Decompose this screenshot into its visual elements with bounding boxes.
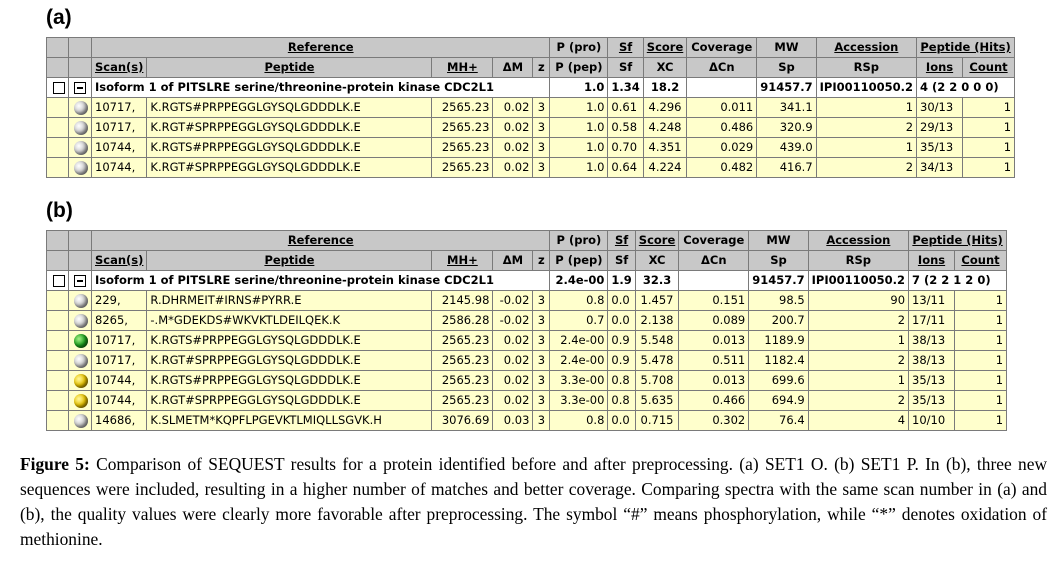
col-reference-text[interactable]: Reference [287,40,354,54]
gray-ball-icon [74,414,88,428]
row-mh: 2565.23 [432,98,493,118]
col-peptide-hits-text[interactable]: Peptide (Hits) [920,40,1011,54]
col-mw: MW [757,38,816,58]
col-xc: XC [643,58,686,78]
col-count[interactable] [963,58,1015,78]
row-scan: 14686, [92,411,147,431]
row-p: 2.4e-00 [550,331,608,351]
row-rsp: 1 [816,98,916,118]
row-rsp: 90 [808,291,908,311]
protein-row [47,271,1007,291]
col-scans-text[interactable]: Scan(s) [95,253,144,267]
row-peptide[interactable]: K.RGT#SPRPPEGGLGYSQLGDDDLK.E [147,391,432,411]
row-dm: 0.02 [493,138,533,158]
col-coverage: Coverage [679,231,749,251]
row-ions: 35/13 [909,391,955,411]
col-mh[interactable] [432,251,493,271]
col-coverage: Coverage [687,38,757,58]
gray-ball-icon [74,141,88,155]
row-sp: 416.7 [757,158,816,178]
sequest-results-table [46,230,1007,431]
col-accession-text[interactable]: Accession [826,233,891,247]
row-rsp: 2 [816,158,916,178]
col-ions[interactable] [909,251,955,271]
row-count: 1 [955,331,1007,351]
row-peptide[interactable]: R.DHRMEIT#IRNS#PYRR.E [147,291,432,311]
row-sf: 0.0 [608,411,635,431]
row-peptide[interactable]: K.RGTS#PRPPEGGLGYSQLGDDDLK.E [147,138,432,158]
row-peptide[interactable]: K.RGTS#PRPPEGGLGYSQLGDDDLK.E [147,331,432,351]
row-count: 1 [955,351,1007,371]
row-status-cell [69,291,92,311]
peptide-row [47,138,1015,158]
col-rsp: RSp [816,58,916,78]
caption-text: Comparison of SEQUEST results for a protein identified before and after preprocessing. (a) SET1 O. (b) SET1 P. In (b), three new sequences were included, resulting in a higher number of matches and better coverage. Comparing spectra with the same scan number in (a) and (b), the quality values were clearly more favorable after preprocessing. The symbol “#” means phosphorylation, while “*” denotes oxidation of methionine. [20,454,1048,549]
col-p-pro: P (pro) [550,38,608,58]
row-rsp: 1 [816,138,916,158]
row-z: 3 [533,391,550,411]
col-mh[interactable] [432,58,493,78]
row-status-cell [69,98,92,118]
row-z: 3 [533,98,550,118]
col-scans[interactable] [92,58,147,78]
collapse-icon[interactable] [74,82,86,94]
row-status-cell [69,158,92,178]
col-z: z [533,251,550,271]
col-p-pep: P (pep) [550,251,608,271]
row-sp: 320.9 [757,118,816,138]
protein-accession: IPI00110050.2 [808,271,908,291]
col-score-text[interactable]: Score [638,233,676,247]
row-mh: 3076.69 [432,411,493,431]
col-z: z [533,58,550,78]
row-blank [47,371,69,391]
protein-row [47,78,1015,98]
row-count: 1 [955,391,1007,411]
col-sf[interactable] [608,231,635,251]
col-count[interactable] [955,251,1007,271]
row-ions: 38/13 [909,351,955,371]
row-mh: 2565.23 [432,331,493,351]
row-dm: 0.03 [493,411,533,431]
row-scan: 10717, [92,331,147,351]
row-rsp: 4 [808,411,908,431]
row-z: 3 [533,138,550,158]
row-mh: 2565.23 [432,158,493,178]
row-p: 2.4e-00 [550,351,608,371]
row-blank [47,351,69,371]
col-scans[interactable] [92,251,147,271]
row-rsp: 1 [808,371,908,391]
gray-ball-icon [74,314,88,328]
row-dcn: 0.486 [687,118,757,138]
row-z: 3 [533,351,550,371]
row-sp: 699.6 [749,371,808,391]
row-status-cell [69,411,92,431]
col-peptide-text[interactable]: Peptide [264,253,315,267]
col-mh-text[interactable]: MH+ [447,253,478,267]
protein-p: 1.0 [550,78,608,98]
col-accession-text[interactable]: Accession [834,40,899,54]
row-ions: 13/11 [909,291,955,311]
gray-ball-icon [74,354,88,368]
row-xc: 5.478 [635,351,678,371]
row-count: 1 [955,411,1007,431]
row-dcn: 0.302 [679,411,749,431]
col-count-text[interactable]: Count [961,253,1000,267]
protein-score: 18.2 [643,78,686,98]
peptide-row [47,411,1007,431]
yellow-ball-icon [74,394,88,408]
row-blank [47,158,69,178]
protein-name: Isoform 1 of PITSLRE serine/threonine-protein kinase CDC2L1 [92,271,550,291]
row-xc: 4.248 [643,118,686,138]
col-dcn: ΔCn [687,58,757,78]
row-count: 1 [955,371,1007,391]
row-scan: 10744, [92,391,147,411]
col-score[interactable] [643,38,686,58]
row-scan: 229, [92,291,147,311]
row-p: 0.7 [550,311,608,331]
peptide-row [47,371,1007,391]
peptide-row [47,331,1007,351]
row-status-cell [69,351,92,371]
row-mh: 2565.23 [432,351,493,371]
row-count: 1 [963,98,1015,118]
col-sf2: Sf [608,251,635,271]
col-peptide-text[interactable]: Peptide [264,60,315,74]
row-ions: 35/13 [909,371,955,391]
col-sp: Sp [749,251,808,271]
col-reference[interactable] [92,38,550,58]
row-peptide[interactable]: K.RGT#SPRPPEGGLGYSQLGDDDLK.E [147,158,432,178]
protein-sf: 1.9 [608,271,635,291]
green-ball-icon [74,334,88,348]
row-peptide[interactable]: K.RGT#SPRPPEGGLGYSQLGDDDLK.E [147,351,432,371]
row-p: 0.8 [550,411,608,431]
row-xc: 1.457 [635,291,678,311]
row-rsp: 2 [816,118,916,138]
row-scan: 10717, [92,351,147,371]
row-p: 0.8 [550,291,608,311]
row-xc: 4.296 [643,98,686,118]
row-ions: 17/11 [909,311,955,331]
row-p: 3.3e-00 [550,371,608,391]
row-z: 3 [533,331,550,351]
gray-ball-icon [74,294,88,308]
row-ions: 10/10 [909,411,955,431]
row-scan: 10717, [92,98,147,118]
row-dm: 0.02 [493,118,533,138]
row-dcn: 0.029 [687,138,757,158]
col-sf-text[interactable]: Sf [618,40,633,54]
row-status-cell [69,311,92,331]
row-scan: 8265, [92,311,147,331]
row-p: 1.0 [550,138,608,158]
protein-checkbox-cell[interactable] [47,78,69,98]
protein-p: 2.4e-00 [550,271,608,291]
row-mh: 2565.23 [432,391,493,411]
col-p-pep: P (pep) [550,58,608,78]
row-dm: 0.02 [493,331,533,351]
col-peptide-hits-text[interactable]: Peptide (Hits) [912,233,1003,247]
row-xc: 2.138 [635,311,678,331]
row-ions: 35/13 [917,138,963,158]
peptide-row [47,98,1015,118]
row-dm: 0.02 [493,351,533,371]
protein-hits: 7 (2 2 1 2 0) [909,271,1007,291]
row-peptide[interactable]: K.RGT#SPRPPEGGLGYSQLGDDDLK.E [147,118,432,138]
figure-label: Figure 5: [20,454,90,474]
col-sf-text[interactable]: Sf [614,233,629,247]
header-blank [69,38,92,58]
row-scan: 10744, [92,158,147,178]
row-rsp: 1 [808,331,908,351]
col-mh-text[interactable]: MH+ [447,60,478,74]
row-count: 1 [955,311,1007,331]
row-dcn: 0.013 [679,331,749,351]
row-blank [47,138,69,158]
row-peptide[interactable]: -.M*GDEKDS#WKVKTLDEILQEK.K [147,311,432,331]
row-z: 3 [533,291,550,311]
header-blank [47,38,69,58]
col-peptide[interactable] [147,58,432,78]
row-xc: 0.715 [635,411,678,431]
row-p: 1.0 [550,118,608,138]
row-ions: 34/13 [917,158,963,178]
row-sf: 0.64 [608,158,643,178]
row-sp: 439.0 [757,138,816,158]
row-ions: 29/13 [917,118,963,138]
row-rsp: 2 [808,351,908,371]
gray-ball-icon [74,161,88,175]
row-xc: 4.224 [643,158,686,178]
col-p-pro: P (pro) [550,231,608,251]
row-blank [47,291,69,311]
col-reference-text[interactable]: Reference [287,233,354,247]
row-sf: 0.0 [608,291,635,311]
col-sf[interactable] [608,38,643,58]
protein-name: Isoform 1 of PITSLRE serine/threonine-protein kinase CDC2L1 [92,78,550,98]
row-dm: 0.02 [493,158,533,178]
row-status-cell [69,371,92,391]
protein-checkbox-cell[interactable] [47,271,69,291]
col-sf2: Sf [608,58,643,78]
row-p: 1.0 [550,98,608,118]
peptide-row [47,311,1007,331]
protein-accession: IPI00110050.2 [816,78,916,98]
row-p: 3.3e-00 [550,391,608,411]
header-row-2 [47,251,1007,271]
peptide-row [47,291,1007,311]
row-dcn: 0.089 [679,311,749,331]
row-dm: 0.02 [493,98,533,118]
col-peptide-hits[interactable] [909,231,1007,251]
col-sp: Sp [757,58,816,78]
row-blank [47,391,69,411]
col-accession[interactable] [816,38,916,58]
protein-mw: 91457.7 [749,271,808,291]
row-sp: 76.4 [749,411,808,431]
row-sp: 1182.4 [749,351,808,371]
row-dcn: 0.013 [679,371,749,391]
peptide-row [47,351,1007,371]
row-sf: 0.9 [608,331,635,351]
row-dm: 0.02 [493,391,533,411]
row-xc: 5.635 [635,391,678,411]
header-row-1 [47,231,1007,251]
row-z: 3 [533,371,550,391]
protein-coverage [687,78,757,98]
col-dm: ΔM [493,58,533,78]
row-sf: 0.61 [608,98,643,118]
header-row-2 [47,58,1015,78]
row-sf: 0.0 [608,311,635,331]
row-rsp: 2 [808,311,908,331]
sequest-results-table [46,37,1015,178]
col-dcn: ΔCn [679,251,749,271]
row-count: 1 [963,158,1015,178]
row-blank [47,98,69,118]
protein-coverage [679,271,749,291]
row-dm: -0.02 [493,311,533,331]
col-peptide[interactable] [147,251,432,271]
row-mh: 2565.23 [432,371,493,391]
select-checkbox[interactable] [53,275,65,287]
row-ions: 30/13 [917,98,963,118]
row-sf: 0.8 [608,391,635,411]
row-dcn: 0.151 [679,291,749,311]
row-rsp: 2 [808,391,908,411]
row-z: 3 [533,118,550,138]
row-ions: 38/13 [909,331,955,351]
row-mh: 2586.28 [432,311,493,331]
row-sf: 0.9 [608,351,635,371]
row-peptide[interactable]: K.RGTS#PRPPEGGLGYSQLGDDDLK.E [147,98,432,118]
row-sf: 0.70 [608,138,643,158]
col-mw: MW [749,231,808,251]
row-status-cell [69,118,92,138]
col-ions[interactable] [917,58,963,78]
gray-ball-icon [74,121,88,135]
gray-ball-icon [74,101,88,115]
row-dm: -0.02 [493,291,533,311]
row-scan: 10744, [92,371,147,391]
col-scans-text[interactable]: Scan(s) [95,60,144,74]
row-status-cell [69,391,92,411]
protein-mw: 91457.7 [757,78,816,98]
collapse-icon[interactable] [74,275,86,287]
row-status-cell [69,331,92,351]
row-blank [47,311,69,331]
protein-collapse-cell[interactable] [69,271,92,291]
row-dcn: 0.011 [687,98,757,118]
peptide-row [47,118,1015,138]
panel-b-label: (b) [46,199,73,222]
header-blank [69,231,92,251]
row-count: 1 [963,138,1015,158]
col-ions-text[interactable]: Ions [917,253,946,267]
row-sp: 694.9 [749,391,808,411]
protein-sf: 1.34 [608,78,643,98]
col-score-text[interactable]: Score [646,40,684,54]
row-z: 3 [533,411,550,431]
row-count: 1 [963,118,1015,138]
col-peptide-hits[interactable] [917,38,1015,58]
row-dcn: 0.466 [679,391,749,411]
select-checkbox[interactable] [53,82,65,94]
row-dcn: 0.482 [687,158,757,178]
header-blank [47,231,69,251]
row-sf: 0.58 [608,118,643,138]
row-xc: 5.708 [635,371,678,391]
row-count: 1 [955,291,1007,311]
row-peptide[interactable]: K.RGTS#PRPPEGGLGYSQLGDDDLK.E [147,371,432,391]
protein-collapse-cell[interactable] [69,78,92,98]
row-blank [47,118,69,138]
row-sp: 98.5 [749,291,808,311]
col-accession[interactable] [808,231,908,251]
row-p: 1.0 [550,158,608,178]
row-blank [47,411,69,431]
row-sf: 0.8 [608,371,635,391]
row-z: 3 [533,158,550,178]
row-blank [47,331,69,351]
row-sp: 341.1 [757,98,816,118]
row-xc: 4.351 [643,138,686,158]
row-mh: 2565.23 [432,138,493,158]
col-ions-text[interactable]: Ions [925,60,954,74]
row-peptide[interactable]: K.SLMETM*KQPFLPGEVKTLMIQLLSGVK.H [147,411,432,431]
figure-caption [20,452,1047,552]
row-mh: 2145.98 [432,291,493,311]
header-blank [47,251,69,271]
protein-score: 32.3 [635,271,678,291]
header-row-1 [47,38,1015,58]
peptide-row [47,391,1007,411]
col-rsp: RSp [808,251,908,271]
row-z: 3 [533,311,550,331]
col-dm: ΔM [493,251,533,271]
col-count-text[interactable]: Count [969,60,1008,74]
row-dcn: 0.511 [679,351,749,371]
protein-hits: 4 (2 2 0 0 0) [917,78,1015,98]
col-xc: XC [635,251,678,271]
row-dm: 0.02 [493,371,533,391]
col-reference[interactable] [92,231,550,251]
row-scan: 10744, [92,138,147,158]
row-xc: 5.548 [635,331,678,351]
row-sp: 200.7 [749,311,808,331]
header-blank [69,58,92,78]
header-blank [69,251,92,271]
panel-a-label: (a) [46,6,72,29]
yellow-ball-icon [74,374,88,388]
peptide-row [47,158,1015,178]
col-score[interactable] [635,231,678,251]
row-scan: 10717, [92,118,147,138]
row-sp: 1189.9 [749,331,808,351]
row-mh: 2565.23 [432,118,493,138]
row-status-cell [69,138,92,158]
header-blank [47,58,69,78]
